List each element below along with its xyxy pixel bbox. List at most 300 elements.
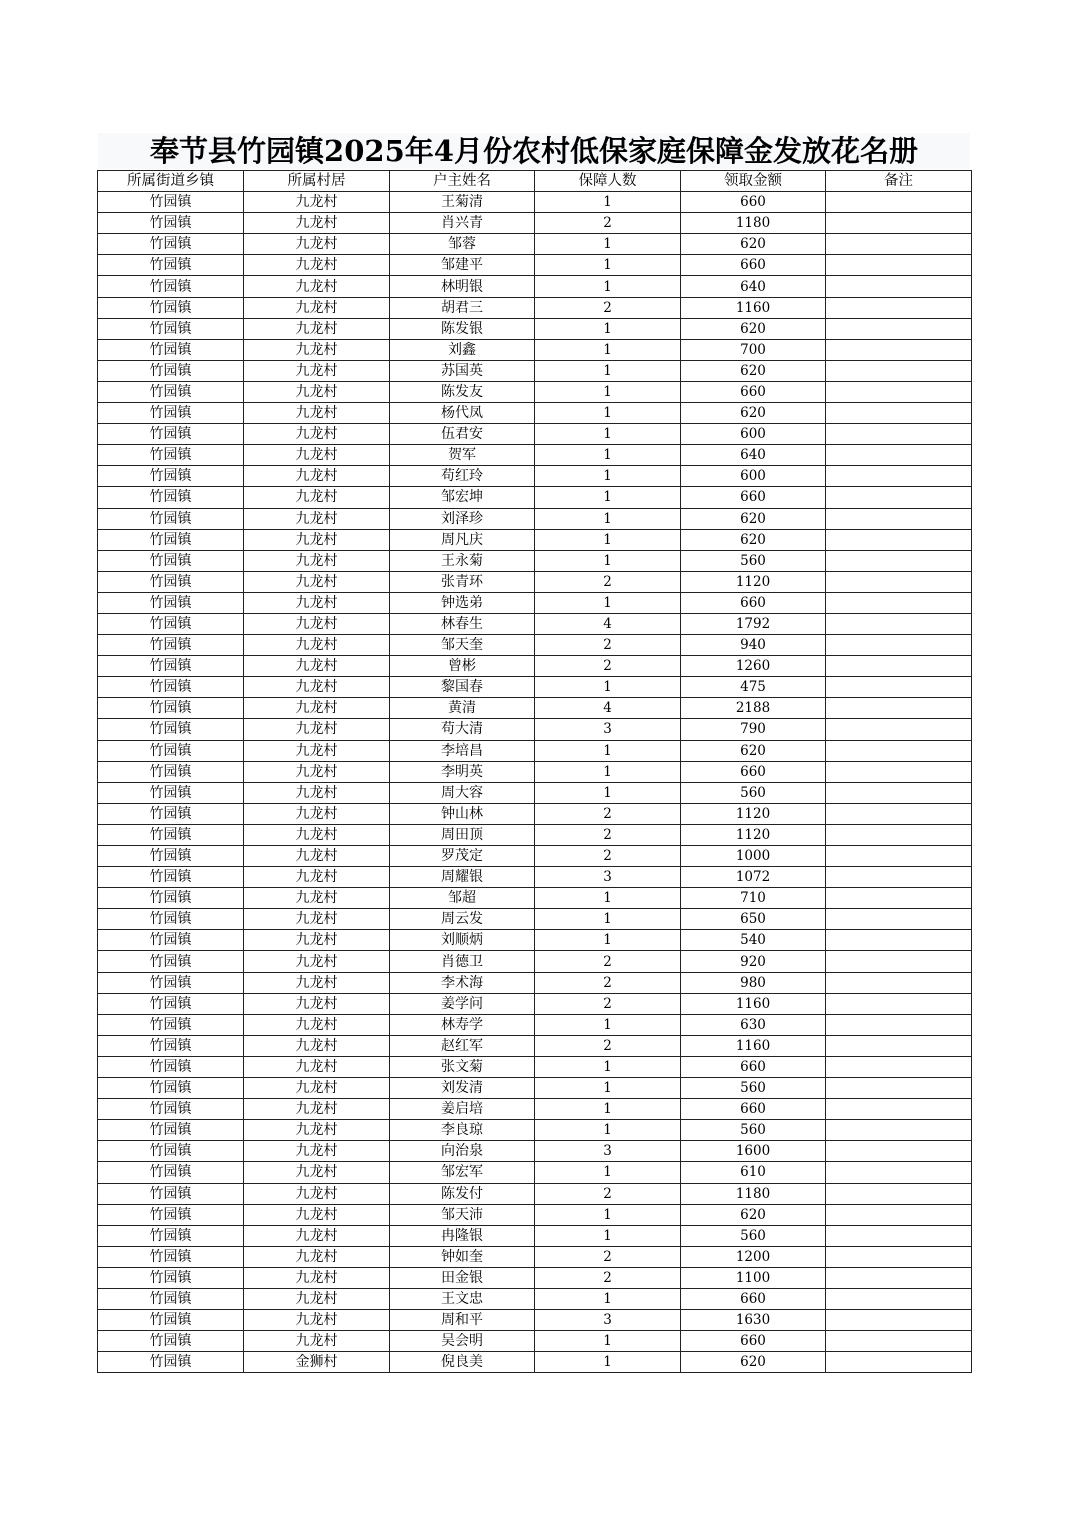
covered-persons-cell: 2 — [535, 1246, 681, 1267]
township-cell: 竹园镇 — [98, 656, 244, 677]
remarks-cell — [826, 445, 972, 466]
township-cell: 竹园镇 — [98, 1141, 244, 1162]
township-cell: 竹园镇 — [98, 677, 244, 698]
amount-cell: 1180 — [681, 213, 826, 234]
household-head-cell: 周大容 — [390, 782, 535, 803]
table-row — [98, 888, 972, 909]
header-amount: 领取金额 — [681, 171, 826, 192]
table-row — [98, 1078, 972, 1099]
amount-cell: 475 — [681, 677, 826, 698]
amount-cell: 1160 — [681, 1035, 826, 1056]
amount-cell: 1160 — [681, 993, 826, 1014]
amount-cell: 540 — [681, 930, 826, 951]
amount-cell: 660 — [681, 1099, 826, 1120]
remarks-cell — [826, 571, 972, 592]
household-head-cell: 王菊清 — [390, 192, 535, 213]
remarks-cell — [826, 424, 972, 445]
village-cell: 九龙村 — [244, 698, 390, 719]
table-row — [98, 192, 972, 213]
table-row — [98, 571, 972, 592]
table-row — [98, 740, 972, 761]
amount-cell: 660 — [681, 192, 826, 213]
table-row — [98, 1183, 972, 1204]
covered-persons-cell: 1 — [535, 255, 681, 276]
covered-persons-cell: 1 — [535, 360, 681, 381]
covered-persons-cell: 3 — [535, 719, 681, 740]
household-head-cell: 黄清 — [390, 698, 535, 719]
table-row — [98, 1331, 972, 1352]
amount-cell: 660 — [681, 761, 826, 782]
amount-cell: 1120 — [681, 803, 826, 824]
household-head-cell: 苟大清 — [390, 719, 535, 740]
household-head-cell: 冉隆银 — [390, 1225, 535, 1246]
amount-cell: 560 — [681, 1120, 826, 1141]
remarks-cell — [826, 824, 972, 845]
covered-persons-cell: 1 — [535, 445, 681, 466]
amount-cell: 980 — [681, 972, 826, 993]
covered-persons-cell: 2 — [535, 993, 681, 1014]
township-cell: 竹园镇 — [98, 445, 244, 466]
household-head-cell: 李明英 — [390, 761, 535, 782]
remarks-cell — [826, 550, 972, 571]
village-cell: 九龙村 — [244, 1056, 390, 1077]
village-cell: 九龙村 — [244, 403, 390, 424]
township-cell: 竹园镇 — [98, 1267, 244, 1288]
household-head-cell: 胡君三 — [390, 297, 535, 318]
remarks-cell — [826, 1288, 972, 1309]
amount-cell: 620 — [681, 318, 826, 339]
village-cell: 九龙村 — [244, 1267, 390, 1288]
household-head-cell: 姜学问 — [390, 993, 535, 1014]
village-cell: 九龙村 — [244, 803, 390, 824]
village-cell: 九龙村 — [244, 1204, 390, 1225]
covered-persons-cell: 1 — [535, 1225, 681, 1246]
table-row — [98, 993, 972, 1014]
table-row — [98, 1204, 972, 1225]
amount-cell: 1260 — [681, 656, 826, 677]
covered-persons-cell: 1 — [535, 508, 681, 529]
household-head-cell: 罗茂定 — [390, 846, 535, 867]
remarks-cell — [826, 740, 972, 761]
amount-cell: 710 — [681, 888, 826, 909]
village-cell: 九龙村 — [244, 297, 390, 318]
village-cell: 九龙村 — [244, 1310, 390, 1331]
village-cell: 九龙村 — [244, 761, 390, 782]
table-row — [98, 1225, 972, 1246]
township-cell: 竹园镇 — [98, 1099, 244, 1120]
table-row — [98, 1162, 972, 1183]
household-head-cell: 周和平 — [390, 1310, 535, 1331]
village-cell: 九龙村 — [244, 635, 390, 656]
remarks-cell — [826, 1331, 972, 1352]
township-cell: 竹园镇 — [98, 571, 244, 592]
village-cell: 九龙村 — [244, 719, 390, 740]
household-head-cell: 陈发付 — [390, 1183, 535, 1204]
remarks-cell — [826, 867, 972, 888]
amount-cell: 560 — [681, 1078, 826, 1099]
table-row — [98, 1056, 972, 1077]
table-row — [98, 360, 972, 381]
remarks-cell — [826, 276, 972, 297]
household-head-cell: 林寿学 — [390, 1014, 535, 1035]
remarks-cell — [826, 360, 972, 381]
covered-persons-cell: 2 — [535, 1267, 681, 1288]
household-head-cell: 陈发银 — [390, 318, 535, 339]
household-head-cell: 苏国英 — [390, 360, 535, 381]
household-head-cell: 刘泽珍 — [390, 508, 535, 529]
remarks-cell — [826, 192, 972, 213]
township-cell: 竹园镇 — [98, 761, 244, 782]
village-cell: 九龙村 — [244, 255, 390, 276]
village-cell: 九龙村 — [244, 972, 390, 993]
township-cell: 竹园镇 — [98, 529, 244, 550]
covered-persons-cell: 1 — [535, 529, 681, 550]
household-head-cell: 李良琼 — [390, 1120, 535, 1141]
village-cell: 九龙村 — [244, 213, 390, 234]
amount-cell: 560 — [681, 782, 826, 803]
township-cell: 竹园镇 — [98, 234, 244, 255]
household-head-cell: 吴会明 — [390, 1331, 535, 1352]
township-cell: 竹园镇 — [98, 360, 244, 381]
table-row — [98, 445, 972, 466]
amount-cell: 660 — [681, 255, 826, 276]
table-row — [98, 677, 972, 698]
remarks-cell — [826, 592, 972, 613]
household-head-cell: 邹蓉 — [390, 234, 535, 255]
table-row — [98, 1352, 972, 1373]
village-cell: 九龙村 — [244, 1014, 390, 1035]
covered-persons-cell: 3 — [535, 1310, 681, 1331]
household-head-cell: 倪良美 — [390, 1352, 535, 1373]
header-township: 所属街道乡镇 — [98, 171, 244, 192]
covered-persons-cell: 1 — [535, 339, 681, 360]
remarks-cell — [826, 508, 972, 529]
amount-cell: 600 — [681, 466, 826, 487]
covered-persons-cell: 1 — [535, 381, 681, 402]
township-cell: 竹园镇 — [98, 867, 244, 888]
remarks-cell — [826, 761, 972, 782]
table-row — [98, 698, 972, 719]
household-head-cell: 王永菊 — [390, 550, 535, 571]
amount-cell: 650 — [681, 909, 826, 930]
household-head-cell: 肖兴青 — [390, 213, 535, 234]
amount-cell: 1120 — [681, 571, 826, 592]
remarks-cell — [826, 1099, 972, 1120]
village-cell: 九龙村 — [244, 550, 390, 571]
amount-cell: 660 — [681, 592, 826, 613]
remarks-cell — [826, 487, 972, 508]
village-cell: 九龙村 — [244, 234, 390, 255]
remarks-cell — [826, 888, 972, 909]
table-row — [98, 656, 972, 677]
remarks-cell — [826, 529, 972, 550]
table-row — [98, 613, 972, 634]
table-row — [98, 1035, 972, 1056]
township-cell: 竹园镇 — [98, 719, 244, 740]
household-head-cell: 黎国春 — [390, 677, 535, 698]
table-row — [98, 381, 972, 402]
amount-cell: 1120 — [681, 824, 826, 845]
remarks-cell — [826, 951, 972, 972]
amount-cell: 1180 — [681, 1183, 826, 1204]
village-cell: 九龙村 — [244, 466, 390, 487]
covered-persons-cell: 3 — [535, 867, 681, 888]
household-head-cell: 刘鑫 — [390, 339, 535, 360]
household-head-cell: 贺军 — [390, 445, 535, 466]
village-cell: 九龙村 — [244, 824, 390, 845]
township-cell: 竹园镇 — [98, 972, 244, 993]
header-covered-persons: 保障人数 — [535, 171, 681, 192]
household-head-cell: 向治泉 — [390, 1141, 535, 1162]
covered-persons-cell: 1 — [535, 740, 681, 761]
village-cell: 九龙村 — [244, 1162, 390, 1183]
remarks-cell — [826, 403, 972, 424]
covered-persons-cell: 2 — [535, 846, 681, 867]
township-cell: 竹园镇 — [98, 1014, 244, 1035]
amount-cell: 1072 — [681, 867, 826, 888]
table-row — [98, 1288, 972, 1309]
table-row — [98, 403, 972, 424]
amount-cell: 1000 — [681, 846, 826, 867]
township-cell: 竹园镇 — [98, 424, 244, 445]
covered-persons-cell: 2 — [535, 1183, 681, 1204]
township-cell: 竹园镇 — [98, 487, 244, 508]
township-cell: 竹园镇 — [98, 192, 244, 213]
township-cell: 竹园镇 — [98, 698, 244, 719]
household-head-cell: 钟如奎 — [390, 1246, 535, 1267]
household-head-cell: 刘顺炳 — [390, 930, 535, 951]
amount-cell: 940 — [681, 635, 826, 656]
village-cell: 九龙村 — [244, 1120, 390, 1141]
covered-persons-cell: 2 — [535, 951, 681, 972]
table-row — [98, 1141, 972, 1162]
village-cell: 九龙村 — [244, 846, 390, 867]
covered-persons-cell: 2 — [535, 824, 681, 845]
township-cell: 竹园镇 — [98, 888, 244, 909]
remarks-cell — [826, 656, 972, 677]
table-row — [98, 1099, 972, 1120]
household-head-cell: 陈发友 — [390, 381, 535, 402]
amount-cell: 620 — [681, 234, 826, 255]
township-cell: 竹园镇 — [98, 740, 244, 761]
household-head-cell: 邹宏坤 — [390, 487, 535, 508]
covered-persons-cell: 1 — [535, 234, 681, 255]
amount-cell: 620 — [681, 1204, 826, 1225]
amount-cell: 630 — [681, 1014, 826, 1035]
document-title: 奉节县竹园镇2025年4月份农村低保家庭保障金发放花名册 — [98, 133, 970, 169]
table-row — [98, 867, 972, 888]
table-row — [98, 487, 972, 508]
village-cell: 九龙村 — [244, 424, 390, 445]
township-cell: 竹园镇 — [98, 1183, 244, 1204]
household-head-cell: 刘发清 — [390, 1078, 535, 1099]
township-cell: 竹园镇 — [98, 803, 244, 824]
township-cell: 竹园镇 — [98, 381, 244, 402]
covered-persons-cell: 1 — [535, 1120, 681, 1141]
remarks-cell — [826, 1141, 972, 1162]
table-row — [98, 508, 972, 529]
covered-persons-cell: 1 — [535, 276, 681, 297]
remarks-cell — [826, 213, 972, 234]
household-head-cell: 杨代凤 — [390, 403, 535, 424]
amount-cell: 660 — [681, 381, 826, 402]
township-cell: 竹园镇 — [98, 466, 244, 487]
village-cell: 九龙村 — [244, 318, 390, 339]
remarks-cell — [826, 1162, 972, 1183]
table-row — [98, 1120, 972, 1141]
remarks-cell — [826, 234, 972, 255]
header-remarks: 备注 — [826, 171, 972, 192]
household-head-cell: 姜启培 — [390, 1099, 535, 1120]
covered-persons-cell: 1 — [535, 487, 681, 508]
amount-cell: 620 — [681, 403, 826, 424]
household-head-cell: 张文菊 — [390, 1056, 535, 1077]
township-cell: 竹园镇 — [98, 592, 244, 613]
township-cell: 竹园镇 — [98, 613, 244, 634]
covered-persons-cell: 2 — [535, 1035, 681, 1056]
covered-persons-cell: 2 — [535, 297, 681, 318]
table-row — [98, 213, 972, 234]
table-row — [98, 909, 972, 930]
table-row — [98, 846, 972, 867]
remarks-cell — [826, 1267, 972, 1288]
village-cell: 九龙村 — [244, 1035, 390, 1056]
covered-persons-cell: 1 — [535, 782, 681, 803]
covered-persons-cell: 2 — [535, 972, 681, 993]
covered-persons-cell: 1 — [535, 1014, 681, 1035]
table-row — [98, 529, 972, 550]
township-cell: 竹园镇 — [98, 1056, 244, 1077]
household-head-cell: 邹天沛 — [390, 1204, 535, 1225]
village-cell: 九龙村 — [244, 1099, 390, 1120]
table-row — [98, 761, 972, 782]
amount-cell: 1600 — [681, 1141, 826, 1162]
covered-persons-cell: 1 — [535, 1288, 681, 1309]
amount-cell: 640 — [681, 445, 826, 466]
remarks-cell — [826, 909, 972, 930]
village-cell: 九龙村 — [244, 1141, 390, 1162]
table-row — [98, 276, 972, 297]
amount-cell: 620 — [681, 508, 826, 529]
township-cell: 竹园镇 — [98, 297, 244, 318]
amount-cell: 660 — [681, 1056, 826, 1077]
covered-persons-cell: 2 — [535, 656, 681, 677]
covered-persons-cell: 1 — [535, 1352, 681, 1373]
remarks-cell — [826, 635, 972, 656]
roster-body — [98, 192, 972, 1373]
household-head-cell: 曾彬 — [390, 656, 535, 677]
village-cell: 九龙村 — [244, 993, 390, 1014]
household-head-cell: 伍君安 — [390, 424, 535, 445]
remarks-cell — [826, 1352, 972, 1373]
remarks-cell — [826, 1246, 972, 1267]
remarks-cell — [826, 677, 972, 698]
household-head-cell: 李术海 — [390, 972, 535, 993]
amount-cell: 2188 — [681, 698, 826, 719]
covered-persons-cell: 1 — [535, 1331, 681, 1352]
table-row — [98, 550, 972, 571]
township-cell: 竹园镇 — [98, 993, 244, 1014]
covered-persons-cell: 1 — [535, 592, 681, 613]
covered-persons-cell: 1 — [535, 1056, 681, 1077]
township-cell: 竹园镇 — [98, 824, 244, 845]
table-row — [98, 1310, 972, 1331]
village-cell: 金狮村 — [244, 1352, 390, 1373]
covered-persons-cell: 1 — [535, 550, 681, 571]
remarks-cell — [826, 1035, 972, 1056]
township-cell: 竹园镇 — [98, 909, 244, 930]
covered-persons-cell: 1 — [535, 424, 681, 445]
table-row — [98, 951, 972, 972]
township-cell: 竹园镇 — [98, 846, 244, 867]
household-head-cell: 王文忠 — [390, 1288, 535, 1309]
covered-persons-cell: 1 — [535, 1204, 681, 1225]
village-cell: 九龙村 — [244, 888, 390, 909]
remarks-cell — [826, 1120, 972, 1141]
amount-cell: 640 — [681, 276, 826, 297]
village-cell: 九龙村 — [244, 445, 390, 466]
township-cell: 竹园镇 — [98, 1225, 244, 1246]
amount-cell: 660 — [681, 1331, 826, 1352]
covered-persons-cell: 4 — [535, 698, 681, 719]
township-cell: 竹园镇 — [98, 635, 244, 656]
village-cell: 九龙村 — [244, 192, 390, 213]
covered-persons-cell: 1 — [535, 1099, 681, 1120]
remarks-cell — [826, 782, 972, 803]
village-cell: 九龙村 — [244, 1288, 390, 1309]
village-cell: 九龙村 — [244, 276, 390, 297]
covered-persons-cell: 2 — [535, 635, 681, 656]
village-cell: 九龙村 — [244, 529, 390, 550]
remarks-cell — [826, 1225, 972, 1246]
township-cell: 竹园镇 — [98, 1204, 244, 1225]
amount-cell: 620 — [681, 529, 826, 550]
township-cell: 竹园镇 — [98, 1162, 244, 1183]
amount-cell: 920 — [681, 951, 826, 972]
covered-persons-cell: 3 — [535, 1141, 681, 1162]
township-cell: 竹园镇 — [98, 1288, 244, 1309]
household-head-cell: 邹天奎 — [390, 635, 535, 656]
township-cell: 竹园镇 — [98, 1331, 244, 1352]
amount-cell: 1160 — [681, 297, 826, 318]
remarks-cell — [826, 318, 972, 339]
table-row — [98, 255, 972, 276]
table-row — [98, 1267, 972, 1288]
township-cell: 竹园镇 — [98, 508, 244, 529]
amount-cell: 700 — [681, 339, 826, 360]
covered-persons-cell: 2 — [535, 213, 681, 234]
household-head-cell: 周耀银 — [390, 867, 535, 888]
table-row — [98, 972, 972, 993]
covered-persons-cell: 1 — [535, 761, 681, 782]
township-cell: 竹园镇 — [98, 339, 244, 360]
amount-cell: 660 — [681, 487, 826, 508]
township-cell: 竹园镇 — [98, 276, 244, 297]
amount-cell: 790 — [681, 719, 826, 740]
township-cell: 竹园镇 — [98, 1352, 244, 1373]
household-head-cell: 苟红玲 — [390, 466, 535, 487]
household-head-cell: 周云发 — [390, 909, 535, 930]
remarks-cell — [826, 993, 972, 1014]
header-row — [98, 171, 972, 192]
allowance-roster-table — [97, 170, 972, 1373]
table-row — [98, 782, 972, 803]
township-cell: 竹园镇 — [98, 951, 244, 972]
household-head-cell: 周凡庆 — [390, 529, 535, 550]
household-head-cell: 林明银 — [390, 276, 535, 297]
table-row — [98, 635, 972, 656]
covered-persons-cell: 4 — [535, 613, 681, 634]
